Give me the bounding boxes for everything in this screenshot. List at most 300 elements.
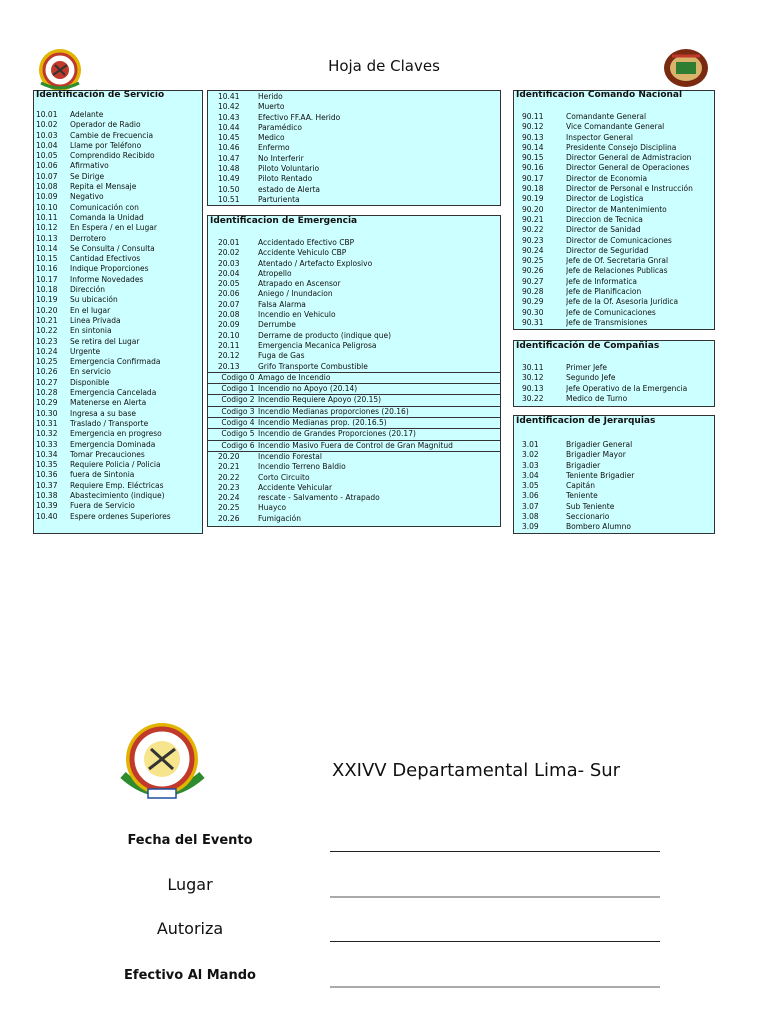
code-number: 20.04 (218, 268, 240, 278)
code-meaning: Efectivo FF.AA. Herido (258, 112, 341, 122)
code-meaning: Derrotero (70, 233, 106, 243)
code-number: 20.11 (218, 340, 240, 350)
code-row (208, 154, 500, 164)
code-number: 20.01 (218, 238, 240, 247)
code-row (208, 195, 500, 205)
code-meaning: Incendio Terreno Baldio (258, 462, 346, 472)
code-row (514, 194, 714, 204)
code-row (514, 236, 714, 246)
code-number: 10.01 (36, 110, 58, 119)
code-meaning: Bombero Alumno (566, 522, 631, 532)
code-meaning: Afirmativo (70, 161, 109, 171)
ranks-heading: Identificacion de Jerarquias (516, 416, 656, 426)
code-meaning: Accidentado Efectivo CBP (258, 238, 355, 247)
code-row (208, 259, 500, 269)
code-row (208, 493, 500, 503)
fire-code-row (208, 440, 500, 451)
code-row (34, 264, 202, 274)
code-meaning: Direccion de Tecnica (566, 214, 643, 224)
ranks-panel (513, 415, 715, 534)
code-row (34, 337, 202, 347)
fire-code-row (208, 383, 500, 394)
service-codes-panel (33, 90, 203, 534)
code-meaning: Emergencia Confirmada (70, 357, 161, 367)
code-meaning: Director de Personal e Instrucción (566, 184, 693, 194)
code-number: 10.29 (36, 398, 58, 408)
code-row (514, 450, 714, 460)
code-meaning: Jefe de Comunicaciones (566, 307, 656, 317)
code-number: 20.10 (218, 330, 240, 340)
code-meaning: Jefe Operativo de la Emergencia (566, 383, 688, 393)
code-number: 10.47 (218, 153, 240, 163)
code-number: 10.02 (36, 120, 58, 130)
code-number: 10.36 (36, 470, 58, 480)
code-number: 90.29 (522, 297, 544, 307)
code-meaning: Presidente Consejo Disciplina (566, 142, 677, 152)
code-meaning: Traslado / Transporte (70, 418, 149, 428)
code-meaning: Aniego / Inundacion (258, 289, 333, 299)
code-meaning: En el lugar (70, 305, 111, 315)
code-row (514, 174, 714, 184)
code-row (208, 174, 500, 184)
code-row (514, 205, 714, 215)
code-meaning: Urgente (70, 346, 101, 356)
code-row (208, 164, 500, 174)
code-meaning: Emergencia Cancelada (70, 388, 157, 398)
code-row (34, 409, 202, 419)
code-number: Codigo 4 (221, 418, 255, 428)
code-number: 10.28 (36, 388, 58, 398)
code-row (208, 452, 500, 462)
code-number: 90.16 (522, 163, 544, 173)
code-number: 10.20 (36, 305, 58, 315)
code-meaning: Herido (258, 92, 283, 101)
code-row (34, 460, 202, 470)
code-meaning: Adelante (70, 110, 104, 119)
code-meaning: Indique Proporciones (70, 264, 149, 274)
code-meaning: Fuera de Servicio (70, 501, 135, 511)
code-meaning: Tomar Precauciones (70, 449, 145, 459)
code-number: 10.07 (36, 171, 58, 181)
code-number: 30.12 (522, 373, 544, 383)
code-row (208, 300, 500, 310)
code-number: 3.01 (522, 440, 539, 449)
code-row (514, 318, 714, 328)
code-row (514, 373, 714, 383)
fire-code-row (208, 406, 500, 417)
fire-code-row (208, 428, 500, 439)
code-meaning: Espere ordenes Superiores (70, 511, 171, 521)
code-meaning: Sub Teniente (566, 501, 615, 511)
code-row (208, 143, 500, 153)
code-number: 90.13 (522, 132, 544, 142)
code-meaning: Primer Jefe (566, 363, 608, 372)
code-meaning: Incendio no Apoyo (20.14) (258, 384, 358, 394)
code-number: 3.07 (522, 501, 539, 511)
code-row (34, 326, 202, 336)
code-number: 90.17 (522, 173, 544, 183)
code-meaning: Segundo Jefe (566, 373, 616, 383)
code-row (34, 450, 202, 460)
code-number: 20.24 (218, 493, 240, 503)
code-row (514, 112, 714, 122)
code-meaning: Cambie de Frecuencia (70, 130, 154, 140)
code-row (34, 182, 202, 192)
code-row (514, 512, 714, 522)
code-row (514, 502, 714, 512)
code-meaning: Muerto (258, 102, 285, 112)
code-number: 20.25 (218, 503, 240, 513)
code-number: 90.30 (522, 307, 544, 317)
code-number: Codigo 2 (221, 395, 255, 405)
code-number: 10.35 (36, 460, 58, 470)
code-meaning: Comprendido Recibido (70, 151, 155, 161)
department-title: XXIVV Departamental Lima- Sur (332, 760, 621, 781)
code-meaning: Incendio de Grandes Proporciones (20.17) (258, 429, 416, 439)
code-number: 10.42 (218, 102, 240, 112)
code-meaning: Jefe de Relaciones Publicas (566, 266, 668, 276)
code-number: 10.49 (218, 174, 240, 184)
code-number: 20.21 (218, 462, 240, 472)
code-number: 10.31 (36, 418, 58, 428)
code-number: Codigo 3 (221, 406, 255, 416)
code-meaning: Linea Privada (70, 315, 121, 325)
code-meaning: Piloto Rentado (258, 174, 313, 184)
code-meaning: Capitán (566, 481, 595, 491)
code-number: 3.04 (522, 470, 539, 480)
code-meaning: Director de Economia (566, 173, 648, 183)
code-number: 20.20 (218, 451, 240, 461)
code-number: 90.14 (522, 142, 544, 152)
event-date-field[interactable] (330, 851, 660, 852)
officer-in-command-field[interactable] (330, 986, 660, 988)
code-meaning: rescate - Salvamento - Atrapado (258, 493, 380, 503)
code-row (514, 481, 714, 491)
code-row (34, 172, 202, 182)
code-row (208, 269, 500, 279)
code-meaning: Cantidad Efectivos (70, 254, 141, 264)
cuerpo-de-bomberos-peru-logo (115, 715, 210, 805)
code-meaning: Medico (258, 133, 285, 143)
code-row (208, 248, 500, 258)
code-number: 10.25 (36, 357, 58, 367)
code-row (34, 213, 202, 223)
code-number: 10.32 (36, 429, 58, 439)
code-row (208, 473, 500, 483)
code-row (208, 102, 500, 112)
code-number: 90.19 (522, 194, 544, 204)
code-number: 10.27 (36, 377, 58, 387)
code-row (208, 341, 500, 351)
code-meaning: Emergencia Mecanica Peligrosa (258, 340, 377, 350)
code-meaning: Falsa Alarma (258, 299, 306, 309)
code-meaning: Jefe de Transmisiones (566, 317, 648, 327)
code-row (514, 308, 714, 318)
service-heading: Identificación de Servicio (36, 90, 165, 100)
emergency-codes-panel (207, 215, 501, 527)
code-row (34, 223, 202, 233)
code-number: Codigo 6 (221, 440, 255, 450)
code-row (34, 254, 202, 264)
code-number: 90.15 (522, 153, 544, 163)
code-meaning: Incendio Requiere Apoyo (20.15) (258, 395, 382, 405)
code-row (514, 461, 714, 471)
code-number: 10.17 (36, 274, 58, 284)
code-number: 10.05 (36, 151, 58, 161)
code-row (34, 131, 202, 141)
code-number: 10.50 (218, 184, 240, 194)
code-meaning: Vice Comandante General (566, 122, 665, 132)
code-number: 90.24 (522, 245, 544, 255)
code-row (34, 347, 202, 357)
place-label: Lugar (167, 875, 213, 894)
authorizes-label: Autoriza (156, 919, 224, 938)
code-row (34, 306, 202, 316)
code-number: 10.14 (36, 243, 58, 253)
authorizes-field[interactable] (330, 941, 660, 942)
code-row (514, 163, 714, 173)
code-meaning: Director de Sanidad (566, 225, 641, 235)
code-row (34, 151, 202, 161)
code-meaning: Enfermo (258, 143, 290, 153)
code-meaning: Comandante General (566, 112, 647, 121)
code-meaning: Amago de Incendio (258, 372, 331, 382)
code-number: 90.31 (522, 317, 544, 327)
code-meaning: Atentado / Artefacto Explosivo (258, 258, 373, 268)
code-number: 90.22 (522, 225, 544, 235)
code-row (514, 225, 714, 235)
code-row (34, 244, 202, 254)
code-meaning: Director General de Operaciones (566, 163, 690, 173)
code-meaning: Se Dirige (70, 171, 105, 181)
code-number: 10.26 (36, 367, 58, 377)
code-row (514, 384, 714, 394)
code-number: 10.22 (36, 326, 58, 336)
code-number: 20.09 (218, 320, 240, 330)
code-meaning: Incendio en Vehiculo (258, 310, 336, 320)
code-number: 90.27 (522, 276, 544, 286)
code-meaning: Paramédico (258, 122, 302, 132)
place-field[interactable] (330, 896, 660, 898)
code-meaning: Director de Seguridad (566, 245, 649, 255)
code-number: 90.20 (522, 204, 544, 214)
code-meaning: Atrapado en Ascensor (258, 279, 341, 289)
code-meaning: Jefe de Of. Secretaria Gnral (566, 256, 669, 266)
code-row (34, 295, 202, 305)
code-number: 10.03 (36, 130, 58, 140)
code-number: 10.51 (218, 194, 240, 204)
code-number: 10.10 (36, 202, 58, 212)
code-meaning: Medico de Turno (566, 393, 628, 403)
code-meaning: fuera de Sintonia (70, 470, 135, 480)
code-number: 10.19 (36, 295, 58, 305)
code-number: 90.26 (522, 266, 544, 276)
code-row (34, 440, 202, 450)
code-meaning: Brigadier Mayor (566, 450, 626, 460)
code-row (34, 141, 202, 151)
code-meaning: Incendio Medianas proporciones (20.16) (258, 406, 409, 416)
code-row (514, 491, 714, 501)
code-number: 20.03 (218, 258, 240, 268)
code-row (208, 123, 500, 133)
fire-code-row (208, 372, 500, 383)
code-row (34, 378, 202, 388)
code-meaning: Llame por Teléfono (70, 140, 142, 150)
code-number: 90.23 (522, 235, 544, 245)
code-meaning: Accidente Vehiculo CBP (258, 248, 347, 258)
code-row (34, 357, 202, 367)
code-row (514, 266, 714, 276)
code-meaning: Dirección (70, 285, 106, 295)
code-number: 3.08 (522, 512, 539, 522)
service-codes-continued-panel (207, 90, 501, 206)
code-number: 20.07 (218, 299, 240, 309)
code-meaning: Comunicación con (70, 202, 139, 212)
code-number: 10.04 (36, 140, 58, 150)
code-meaning: Accidente Vehicular (258, 482, 333, 492)
code-row (208, 92, 500, 102)
code-number: 10.39 (36, 501, 58, 511)
code-number: 20.26 (218, 513, 240, 523)
code-meaning: En servicio (70, 367, 111, 377)
code-meaning: Operador de Radio (70, 120, 141, 130)
code-row (34, 234, 202, 244)
code-meaning: Derrumbe (258, 320, 296, 330)
event-date-label: Fecha del Evento (127, 833, 253, 848)
code-number: 10.48 (218, 164, 240, 174)
code-meaning: Director General de Admistracion (566, 153, 692, 163)
code-meaning: Incendio Masivo Fuera de Control de Gran Magnitud (258, 440, 453, 450)
code-number: 20.02 (218, 248, 240, 258)
code-row (34, 120, 202, 130)
code-row (208, 362, 500, 372)
code-number: 10.06 (36, 161, 58, 171)
code-meaning: Fuga de Gas (258, 351, 305, 361)
code-row (34, 192, 202, 202)
code-row (34, 512, 202, 522)
code-row (514, 143, 714, 153)
code-row (514, 394, 714, 404)
code-meaning: Inspector General (566, 132, 633, 142)
code-number: 10.15 (36, 254, 58, 264)
code-row (34, 398, 202, 408)
code-number: Codigo 1 (221, 384, 255, 394)
code-meaning: Emergencia en progreso (70, 429, 162, 439)
code-number: 30.11 (522, 363, 544, 372)
code-number: 20.12 (218, 351, 240, 361)
code-row (34, 161, 202, 171)
companies-heading: Identificación de Compañias (516, 341, 660, 351)
code-number: 3.05 (522, 481, 539, 491)
code-row (514, 297, 714, 307)
code-meaning: Brigadier General (566, 440, 633, 449)
code-meaning: Se Consulta / Consulta (70, 243, 155, 253)
code-number: 10.08 (36, 182, 58, 192)
code-number: 20.13 (218, 361, 240, 371)
code-number: 90.25 (522, 256, 544, 266)
code-meaning: Brigadier (566, 460, 601, 470)
code-row (34, 419, 202, 429)
code-row (514, 184, 714, 194)
code-meaning: Disponible (70, 377, 110, 387)
code-number: 10.23 (36, 336, 58, 346)
code-meaning: Requiere Emp. Eléctricas (70, 480, 164, 490)
code-row (514, 133, 714, 143)
code-row (208, 238, 500, 248)
code-number: 90.21 (522, 214, 544, 224)
code-number: 10.12 (36, 223, 58, 233)
code-meaning: Derrame de producto (indique que) (258, 330, 392, 340)
code-row (34, 501, 202, 511)
code-row (34, 285, 202, 295)
code-row (514, 440, 714, 450)
code-number: 10.09 (36, 192, 58, 202)
code-meaning: Comanda la Unidad (70, 212, 144, 222)
code-row (34, 316, 202, 326)
code-number: 90.11 (522, 112, 544, 121)
code-row (514, 153, 714, 163)
code-meaning: Su ubicación (70, 295, 118, 305)
code-meaning: Incendio Forestal (258, 451, 322, 461)
code-meaning: Parturienta (258, 194, 300, 204)
code-number: 90.18 (522, 184, 544, 194)
code-number: 3.06 (522, 491, 539, 501)
code-meaning: Director de Mantenimiento (566, 204, 667, 214)
national-command-panel (513, 90, 715, 330)
code-meaning: Requiere Policia / Policia (70, 460, 161, 470)
code-number: 10.38 (36, 490, 58, 500)
companies-panel (513, 340, 715, 407)
code-number: 10.40 (36, 511, 58, 521)
code-row (208, 331, 500, 341)
code-number: 10.21 (36, 315, 58, 325)
code-meaning: Grifo Transporte Combustible (258, 361, 368, 371)
code-meaning: Director de Logistica (566, 194, 644, 204)
code-row (514, 277, 714, 287)
code-row (208, 279, 500, 289)
code-meaning: Se retira del Lugar (70, 336, 140, 346)
code-row (208, 289, 500, 299)
code-meaning: No Interferir (258, 153, 304, 163)
code-number: 10.43 (218, 112, 240, 122)
code-number: 10.41 (218, 92, 240, 101)
code-row (34, 367, 202, 377)
code-row (514, 522, 714, 532)
code-meaning: Emergencia Dominada (70, 439, 156, 449)
code-row (514, 122, 714, 132)
code-meaning: Matenerse en Alerta (70, 398, 147, 408)
code-row (208, 133, 500, 143)
code-row (208, 310, 500, 320)
code-number: 10.46 (218, 143, 240, 153)
code-meaning: Fumigación (258, 513, 301, 523)
emergency-heading: Identificacion de Emergencia (210, 216, 358, 226)
fire-code-row (208, 394, 500, 405)
code-meaning: Seccionario (566, 512, 610, 522)
code-number: 10.11 (36, 212, 58, 222)
code-meaning: Negativo (70, 192, 104, 202)
code-number: 3.02 (522, 450, 539, 460)
code-number: 3.03 (522, 460, 539, 470)
code-row (34, 429, 202, 439)
code-meaning: Incendio Medianas prop. (20.16.5) (258, 418, 387, 428)
code-number: 30.22 (522, 393, 544, 403)
code-meaning: Atropello (258, 268, 292, 278)
page-title: Hoja de Claves (328, 57, 440, 75)
officer-in-command-label: Efectivo Al Mando (124, 968, 256, 983)
code-row (34, 481, 202, 491)
code-number: Codigo 0 (221, 372, 255, 382)
